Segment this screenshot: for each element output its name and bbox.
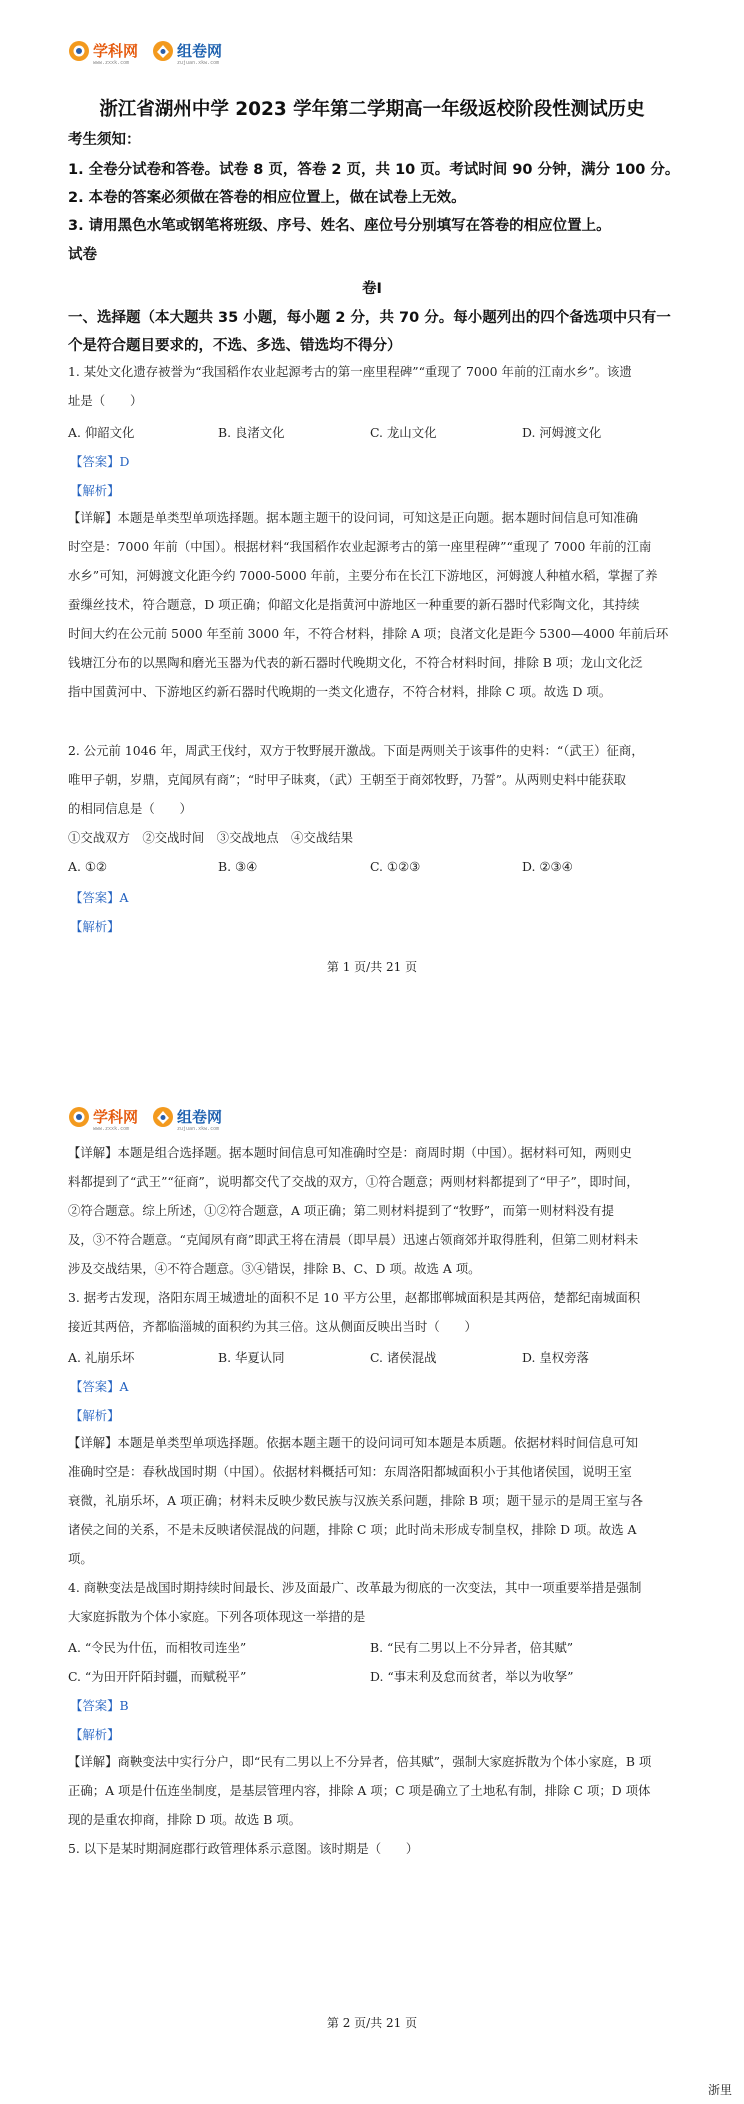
question-1-stem: 址是（ ）: [68, 393, 143, 408]
question-1-detail: 时间大约在公元前 5000 年至前 3000 年，不符合材料，排除 A 项；良渚文化是距今 5300—4000 年前后环: [68, 626, 669, 641]
notice-line: 2. 本卷的答案必须做在答卷的相应位置上，做在试卷上无效。: [68, 190, 466, 206]
question-3-detail: 【详解】本题是单类型单项选择题。依据本题主题干的设问词可知本题是本质题。依据材料时间信息可知: [68, 1435, 638, 1450]
zujuanwang-text: 组卷网: [177, 41, 223, 60]
zujuanwang-text: 组卷网: [177, 1107, 223, 1126]
zujuanwang-icon: [152, 1106, 174, 1128]
xuekewang-url: www.zxxk.com: [93, 60, 130, 66]
question-2-option-a: A. ①②: [68, 859, 108, 874]
question-1-option-a: A. 仰韶文化: [68, 425, 135, 440]
notice-line: 1. 全卷分试卷和答卷。试卷 8 页，答卷 2 页，共 10 页。考试时间 90 分钟，满分 100 分。: [68, 162, 680, 178]
question-1-detail: 蚕缫丝技术，符合题意，D 项正确；仰韶文化是指黄河中游地区一种重要的新石器时代彩陶文化，其持续: [68, 597, 640, 612]
question-1-option-c: C. 龙山文化: [370, 425, 437, 440]
question-3-stem: 3. 据考古发现，洛阳东周王城遗址的面积不足 10 平方公里，赵都邯郸城面积是其两倍，楚都纪南城面积: [68, 1290, 641, 1305]
question-3-option-b: B. 华夏认同: [218, 1350, 285, 1365]
question-2-option-b: B. ③④: [218, 859, 258, 874]
header-logos: [68, 1106, 223, 1132]
volume-heading: 卷Ⅰ: [362, 281, 382, 297]
header-logos: [68, 40, 223, 66]
zujuanwang-url: zujuan.xkw.com: [177, 60, 220, 66]
page-footer: 第 1 页/共 21 页: [326, 960, 418, 974]
notice-line: 3. 请用黑色水笔或钢笔将班级、序号、姓名、座位号分别填写在答卷的相应位置上。: [68, 218, 611, 234]
xuekewang-logo: [68, 40, 139, 66]
question-1-option-d: D. 河姆渡文化: [522, 425, 602, 440]
question-1-detail: 【详解】本题是单类型单项选择题。据本题主题干的设问词，可知这是正向题。据本题时间信息可知准确: [68, 510, 638, 525]
question-2-stem: 唯甲子朝，岁鼎，克闻夙有商”；“时甲子昧爽，（武）王朝至于商郊牧野，乃誓”。从两则史料中能获取: [68, 772, 626, 787]
question-3-option-a: A. 礼崩乐坏: [68, 1350, 135, 1365]
question-4-detail: 现的是重农抑商，排除 D 项。故选 B 项。: [68, 1812, 302, 1827]
question-2-detail: 及，③不符合题意。“克闻夙有商”即武王将在清晨（即早晨）迅速占领商郊并取得胜利，但第二则材料未: [68, 1232, 639, 1247]
section-heading: 一、选择题（本大题共 35 小题，每小题 2 分，共 70 分。每小题列出的四个备选项中只有一: [68, 310, 671, 326]
xuekewang-icon: [68, 40, 90, 62]
question-1-stem: 1. 某处文化遗存被誉为“我国稻作农业起源考古的第一座里程碑”“重现了 7000 年前的江南水乡”。该遗: [68, 364, 632, 379]
question-1-option-b: B. 良渚文化: [218, 425, 285, 440]
xuekewang-url: www.zxxk.com: [93, 1126, 130, 1132]
question-2-option-d: D. ②③④: [522, 859, 573, 874]
question-3-answer: 【答案】A: [70, 1379, 129, 1394]
question-2-detail: 涉及交战结果，④不符合题意。③④错误，排除 B、C、D 项。故选 A 项。: [68, 1261, 481, 1276]
exam-title: 浙江省湖州中学 2023 学年第二学期高一年级返校阶段性测试历史: [99, 99, 645, 120]
question-4-analysis: 【解析】: [70, 1727, 120, 1742]
question-4-detail: 正确；A 项是什伍连坐制度，是基层管理内容，排除 A 项；C 项是确立了土地私有制，排除 C 项；D 项体: [68, 1783, 651, 1798]
question-1-detail: 钱塘江分布的以黑陶和磨光玉器为代表的新石器时代晚期文化，不符合材料时间，排除 B 项；龙山文化泛: [68, 655, 643, 670]
question-2-analysis: 【解析】: [70, 919, 120, 934]
question-3-stem: 接近其两倍，齐都临淄城的面积约为其三倍。这从侧面反映出当时（ ）: [68, 1319, 477, 1334]
question-1-detail: 时空是：7000 年前（中国）。根据材料“我国稻作农业起源考古的第一座里程碑”“重现了 7000 年前的江南: [68, 539, 652, 554]
question-4-option-a: A. “令民为什伍，而相牧司连坐”: [68, 1640, 247, 1655]
question-2-detail: 【详解】本题是组合选择题。据本题时间信息可知准确时空是：商周时期（中国）。据材料可知，两则史: [68, 1145, 632, 1160]
question-2-detail: ②符合题意。综上所述，①②符合题意，A 项正确；第二则材料提到了“牧野”，而第一则材料没有提: [68, 1203, 614, 1218]
zujuanwang-logo: [152, 40, 223, 66]
question-3-option-d: D. 皇权旁落: [522, 1350, 589, 1365]
question-2-detail: 料都提到了“武王”“征商”，说明都交代了交战的双方，①符合题意；两则材料都提到了“甲子”，即时间，: [68, 1174, 639, 1189]
question-4-stem: 4. 商鞅变法是战国时期持续时间最长、涉及面最广、改革最为彻底的一次变法，其中一项重要举措是强制: [68, 1580, 642, 1595]
question-4-detail: 【详解】商鞅变法中实行分户，即“民有二男以上不分异者，倍其赋”，强制大家庭拆散为个体小家庭，B 项: [68, 1754, 652, 1769]
question-1-detail: 指中国黄河中、下游地区约新石器时代晚期的一类文化遗存，不符合材料，排除 C 项。故选 D 项。: [68, 684, 612, 699]
question-4-option-b: B. “民有二男以上不分异者，倍其赋”: [370, 1640, 574, 1655]
question-3-detail: 衰微，礼崩乐坏，A 项正确；材料未反映少数民族与汉族关系问题，排除 B 项；题干显示的是周王室与各: [68, 1493, 644, 1508]
question-1-analysis: 【解析】: [70, 483, 120, 498]
zujuanwang-url: zujuan.xkw.com: [177, 1126, 220, 1132]
question-3-option-c: C. 诸侯混战: [370, 1350, 437, 1365]
question-1-detail: 水乡”可知，河姆渡文化距今约 7000-5000 年前，主要分布在长江下游地区，河姆渡人种植水稻，掌握了养: [68, 568, 658, 583]
zujuanwang-icon: [152, 40, 174, 62]
xuekewang-text: 学科网: [93, 41, 139, 60]
question-3-detail: 诸侯之间的关系，不是未反映诸侯混战的问题，排除 C 项；此时尚未形成专制皇权，排除 D 项。故选 A: [68, 1522, 637, 1537]
question-2-answer: 【答案】A: [70, 890, 129, 905]
question-5-stem: 5. 以下是某时期洞庭郡行政管理体系示意图。该时期是（ ）: [68, 1841, 419, 1856]
question-4-stem: 大家庭拆散为个体小家庭。下列各项体现这一举措的是: [68, 1609, 366, 1624]
question-1-answer: 【答案】D: [70, 454, 130, 469]
question-3-detail: 准确时空是：春秋战国时期（中国）。依据材料概括可知：东周洛阳都城面积小于其他诸侯国，说明王室: [68, 1464, 632, 1479]
notice-heading: 考生须知：: [68, 132, 141, 148]
question-2-stem: 的相同信息是（ ）: [68, 801, 192, 816]
question-3-detail: 项。: [68, 1551, 93, 1566]
question-4-option-c: C. “为田开阡陌封疆，而赋税平”: [68, 1669, 247, 1684]
page-footer: 第 2 页/共 21 页: [326, 2016, 418, 2030]
question-2-option-c: C. ①②③: [370, 859, 421, 874]
page-2: [0, 1052, 744, 2104]
question-2-stem: 2. 公元前 1046 年，周武王伐纣，双方于牧野展开激战。下面是两则关于该事件的史料：“（武王）征商，: [68, 743, 644, 758]
question-4-answer: 【答案】B: [70, 1698, 129, 1713]
zujuanwang-logo: [152, 1106, 223, 1132]
question-2-items: ①交战双方 ②交战时间 ③交战地点 ④交战结果: [68, 830, 353, 845]
question-3-analysis: 【解析】: [70, 1408, 120, 1423]
xuekewang-icon: [68, 1106, 90, 1128]
xuekewang-logo: [68, 1106, 139, 1132]
question-4-option-d: D. “事末利及怠而贫者，举以为收孥”: [370, 1669, 574, 1684]
corner-watermark-text: 浙里: [707, 2083, 732, 2097]
paper-label: 试卷: [68, 247, 97, 263]
xuekewang-text: 学科网: [93, 1107, 139, 1126]
section-heading: 个是符合题目要求的，不选、多选、错选均不得分）: [68, 338, 402, 354]
